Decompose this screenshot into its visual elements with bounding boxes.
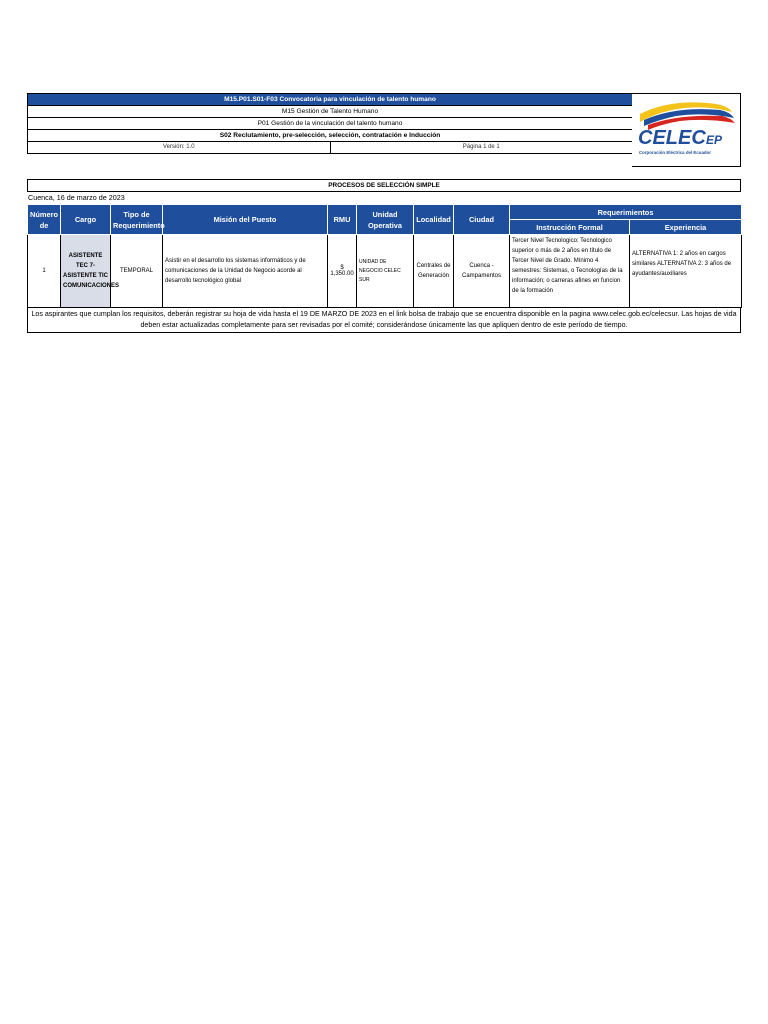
col-header-localidad: Localidad [414, 205, 454, 235]
header-line-2: P01 Gestión de la vinculación del talento humano [28, 118, 632, 130]
form-title: M15.P01.S01-F03 Convocatoria para vinculación de talento humano [28, 94, 632, 106]
footer-notice: Los aspirantes que cumplan los requisitos, deberán registrar su hoja de vida hasta el 19 DE MARZO DE 2023 en el link bolsa de trabajo que se encuentra disponible en la pagina www.celec.gob.ec/celecsur. Las hojas de vida deben estar actualizadas completamente para ser revisadas por el comité; considerándose únicamente las que apliquen dentro de este período de tiempo. [27, 308, 741, 333]
col-header-instruccion: Instrucción Formal [510, 220, 630, 235]
celec-logo [632, 93, 741, 167]
cell-tipo: TEMPORAL [111, 235, 163, 308]
header-line-1: M15 Gestión de Talento Humano [28, 106, 632, 118]
logo-brand: CELEC [638, 127, 706, 149]
cell-localidad: Centrales de Generación [414, 235, 454, 308]
celec-logo-graphic [632, 94, 740, 166]
cell-unidad: UNIDAD DE NEGOCIO CELEC SUR [357, 235, 414, 308]
document-header [27, 93, 741, 167]
positions-table [27, 204, 742, 308]
header-line-3: S02 Reclutamiento, pre-selección, selección, contratación e Inducción [28, 130, 632, 142]
cell-cargo: ASISTENTE TEC 7- ASISTENTE TIC COMUNICACIONES [61, 235, 111, 308]
col-header-cargo: Cargo [61, 205, 111, 235]
col-header-mision: Misión del Puesto [163, 205, 328, 235]
col-header-experiencia: Experiencia [630, 220, 742, 235]
page-label: Página 1 de 1 [462, 144, 500, 150]
col-header-unidad: Unidad Operativa [357, 205, 414, 235]
version-label: Versión: 1.0 [28, 142, 331, 153]
date-line: Cuenca, 16 de marzo de 2023 [28, 193, 125, 202]
cell-mision: Asistir en el desarrollo los sistemas informáticos y de comunicaciones de la Unidad de Negocio acorde al desarrollo tecnológico global [163, 235, 328, 308]
version-row [28, 142, 632, 153]
cell-ciudad: Cuenca - Campamentos [454, 235, 510, 308]
col-header-tipo: Tipo de Requerimiento [111, 205, 163, 235]
col-header-numero: Número de [28, 205, 61, 235]
cell-numero: 1 [28, 235, 61, 308]
col-header-ciudad: Ciudad [454, 205, 510, 235]
table-row [28, 235, 742, 308]
logo-tagline: Corporación Eléctrica del Ecuador [639, 150, 711, 155]
header-rows [27, 93, 633, 154]
spacer-row [27, 167, 741, 179]
col-header-rmu: RMU [328, 205, 357, 235]
cell-experiencia: ALTERNATIVA 1: 2 años en cargos similares ALTERNATIVA 2: 3 años de ayudantes/auxiliares [630, 235, 742, 308]
col-header-requerimientos: Requerimientos [510, 205, 742, 220]
cell-instruccion: Tercer Nivel Tecnologico: Tecnologico superior o más de 2 años en título de Tercer Nivel de Grado. Mínimo 4 semestres: Sistemas, o Tecnologías de la información; o carreras afines en funcion de la formación [510, 235, 630, 308]
document-sheet [27, 93, 741, 333]
cell-rmu: $ 1,350.00 [328, 235, 357, 308]
process-title: PROCESOS DE SELECCIÓN SIMPLE [27, 179, 741, 192]
logo-suffix: EP [706, 133, 723, 147]
